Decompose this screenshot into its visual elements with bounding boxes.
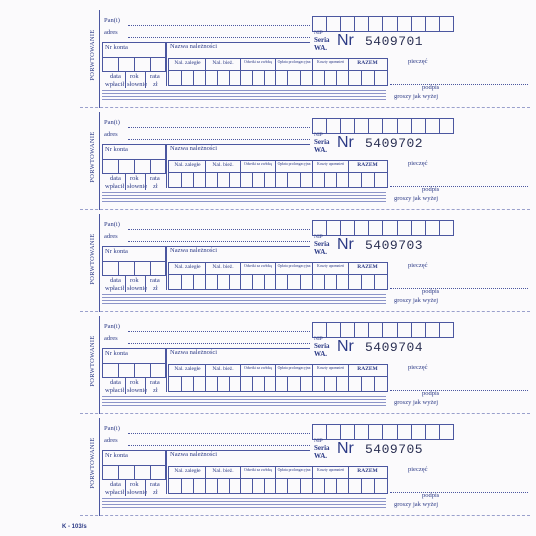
- name-label: Pan(i): [104, 425, 120, 432]
- year-label: rok: [130, 379, 139, 386]
- date-label: data: [110, 277, 121, 284]
- pln-label: zł: [153, 183, 158, 190]
- col-arrears: Nal. zaległe: [174, 468, 201, 474]
- side-band: [88, 214, 100, 312]
- receipt-number: 5409705: [365, 442, 424, 457]
- account-label: Nr konta: [105, 350, 128, 357]
- amount-note: groszy jak wyżej: [394, 297, 439, 304]
- amount-note: groszy jak wyżej: [394, 93, 439, 100]
- receipt-number: 5409703: [365, 238, 424, 253]
- nip-boxes[interactable]: [312, 322, 454, 338]
- pln-label: zł: [153, 285, 158, 292]
- col-prolongation: Opłata prolongacyjna: [277, 162, 311, 166]
- account-label: Nr konta: [105, 248, 128, 255]
- col-current: Nal. bież.: [212, 162, 234, 168]
- paid-label: wpłacił: [105, 285, 125, 292]
- account-label: Nr konta: [105, 44, 128, 51]
- form-code: K - 103/s: [62, 524, 87, 530]
- side-band: [88, 418, 100, 516]
- amount-note: groszy jak wyżej: [394, 195, 439, 202]
- nip-boxes[interactable]: [312, 424, 454, 440]
- name-field[interactable]: [128, 229, 310, 230]
- col-reminder-costs: Koszty upomnień: [317, 366, 344, 370]
- pln-label: zł: [153, 489, 158, 496]
- stamp-label: pieczęć: [408, 364, 428, 371]
- nip-boxes[interactable]: [312, 16, 454, 32]
- signature-label: podpis: [422, 390, 440, 397]
- due-name-label: Nazwa należności: [170, 247, 218, 254]
- name-label: Pan(i): [104, 221, 120, 228]
- nip-label: NIP: [314, 30, 323, 36]
- receipt: [88, 112, 530, 210]
- due-name-label: Nazwa należności: [170, 145, 218, 152]
- signature-label: podpis: [422, 492, 440, 499]
- col-reminder-costs: Koszty upomnień: [317, 264, 344, 268]
- side-label: PORWTOWANIE: [89, 29, 96, 81]
- col-current: Nal. bież.: [212, 264, 234, 270]
- side-band: [88, 112, 100, 210]
- perforation: [80, 311, 530, 312]
- rate-label: rata: [150, 379, 160, 386]
- col-current: Nal. bież.: [212, 60, 234, 66]
- signature-line[interactable]: [390, 492, 528, 493]
- year-label: rok: [130, 481, 139, 488]
- address-field[interactable]: [128, 139, 310, 140]
- col-total: RAZEM: [357, 264, 378, 270]
- signature-line[interactable]: [390, 288, 528, 289]
- perforation: [80, 107, 530, 108]
- receipt: [88, 418, 530, 516]
- nr-label: Nr: [337, 338, 354, 355]
- address-field[interactable]: [128, 37, 310, 38]
- address-label: adres: [104, 437, 118, 444]
- stamp-label: pieczęć: [408, 160, 428, 167]
- account-box[interactable]: [102, 348, 166, 378]
- col-total: RAZEM: [357, 60, 378, 66]
- signature-label: podpis: [422, 186, 440, 193]
- amounts-grid: [168, 466, 388, 494]
- date-label: data: [110, 175, 121, 182]
- signature-line[interactable]: [390, 390, 528, 391]
- col-prolongation: Opłata prolongacyjna: [277, 468, 311, 472]
- paid-label: wpłacił: [105, 489, 125, 496]
- address-field[interactable]: [128, 343, 310, 344]
- rate-label: rata: [150, 73, 160, 80]
- address-field[interactable]: [128, 445, 310, 446]
- col-total: RAZEM: [357, 468, 378, 474]
- rate-label: rata: [150, 175, 160, 182]
- col-interest: Odsetki za zwłokę: [243, 468, 273, 472]
- col-total: RAZEM: [357, 366, 378, 372]
- pln-label: zł: [153, 387, 158, 394]
- col-arrears: Nal. zaległe: [174, 60, 201, 66]
- name-label: Pan(i): [104, 323, 120, 330]
- receipt-number: 5409702: [365, 136, 424, 151]
- perforation: [80, 515, 530, 516]
- col-reminder-costs: Koszty upomnień: [317, 162, 344, 166]
- amounts-grid: [168, 262, 388, 290]
- nip-label: NIP: [314, 438, 323, 444]
- in-words-label: słownie: [127, 285, 148, 292]
- in-words-label: słownie: [127, 387, 148, 394]
- in-words-label: słownie: [127, 489, 148, 496]
- divider: [166, 144, 167, 188]
- col-current: Nal. bież.: [212, 468, 234, 474]
- nr-label: Nr: [337, 236, 354, 253]
- nip-label: NIP: [314, 234, 323, 240]
- paid-label: wpłacił: [105, 183, 125, 190]
- due-name-label: Nazwa należności: [170, 451, 218, 458]
- nip-label: NIP: [314, 336, 323, 342]
- perforation: [80, 413, 530, 414]
- series-label: Seria WA.: [314, 36, 330, 52]
- account-box[interactable]: [102, 246, 166, 276]
- signature-line[interactable]: [390, 84, 528, 85]
- due-name-label: Nazwa należności: [170, 349, 218, 356]
- col-interest: Odsetki za zwłokę: [243, 366, 273, 370]
- side-label: PORWTOWANIE: [89, 131, 96, 183]
- col-interest: Odsetki za zwłokę: [243, 264, 273, 268]
- address-field[interactable]: [128, 241, 310, 242]
- side-label: PORWTOWANIE: [89, 233, 96, 285]
- series-label: Seria WA.: [314, 138, 330, 154]
- date-label: data: [110, 481, 121, 488]
- year-label: rok: [130, 277, 139, 284]
- receipt-number: 5409701: [365, 34, 424, 49]
- amounts-grid: [168, 160, 388, 188]
- nr-label: Nr: [337, 32, 354, 49]
- rate-label: rata: [150, 277, 160, 284]
- account-box[interactable]: [102, 450, 166, 480]
- nip-label: NIP: [314, 132, 323, 138]
- name-field[interactable]: [128, 433, 310, 434]
- account-label: Nr konta: [105, 452, 128, 459]
- col-total: RAZEM: [357, 162, 378, 168]
- nr-label: Nr: [337, 440, 354, 457]
- year-label: rok: [130, 73, 139, 80]
- address-label: adres: [104, 131, 118, 138]
- name-field[interactable]: [128, 127, 310, 128]
- series-label: Seria WA.: [314, 444, 330, 460]
- side-band: [88, 10, 100, 108]
- amounts-grid: [168, 58, 388, 86]
- in-words-label: słownie: [127, 81, 148, 88]
- col-interest: Odsetki za zwłokę: [243, 162, 273, 166]
- in-words-label: słownie: [127, 183, 148, 190]
- address-label: adres: [104, 233, 118, 240]
- paid-label: wpłacił: [105, 81, 125, 88]
- divider: [166, 42, 167, 86]
- amounts-grid: [168, 364, 388, 392]
- name-field[interactable]: [128, 331, 310, 332]
- col-arrears: Nal. zaległe: [174, 366, 201, 372]
- receipt-number: 5409704: [365, 340, 424, 355]
- col-prolongation: Opłata prolongacyjna: [277, 366, 311, 370]
- name-label: Pan(i): [104, 119, 120, 126]
- receipt-sheet: [88, 10, 530, 518]
- account-box[interactable]: [102, 42, 166, 72]
- series-label: Seria WA.: [314, 342, 330, 358]
- col-prolongation: Opłata prolongacyjna: [277, 60, 311, 64]
- name-field[interactable]: [128, 25, 310, 26]
- col-reminder-costs: Koszty upomnień: [317, 468, 344, 472]
- signature-line[interactable]: [390, 186, 528, 187]
- receipt: [88, 10, 530, 108]
- address-label: adres: [104, 335, 118, 342]
- stamp-label: pieczęć: [408, 58, 428, 65]
- nip-boxes[interactable]: [312, 220, 454, 236]
- date-label: data: [110, 73, 121, 80]
- year-label: rok: [130, 175, 139, 182]
- account-box[interactable]: [102, 144, 166, 174]
- stamp-label: pieczęć: [408, 466, 428, 473]
- signature-label: podpis: [422, 84, 440, 91]
- date-label: data: [110, 379, 121, 386]
- perforation: [80, 209, 530, 210]
- divider: [166, 348, 167, 392]
- col-current: Nal. bież.: [212, 366, 234, 372]
- col-arrears: Nal. zaległe: [174, 162, 201, 168]
- stamp-label: pieczęć: [408, 262, 428, 269]
- rate-label: rata: [150, 481, 160, 488]
- address-label: adres: [104, 29, 118, 36]
- side-label: PORWTOWANIE: [89, 437, 96, 489]
- divider: [166, 450, 167, 494]
- side-label: PORWTOWANIE: [89, 335, 96, 387]
- col-prolongation: Opłata prolongacyjna: [277, 264, 311, 268]
- amount-note: groszy jak wyżej: [394, 399, 439, 406]
- divider: [166, 246, 167, 290]
- amount-note: groszy jak wyżej: [394, 501, 439, 508]
- nr-label: Nr: [337, 134, 354, 151]
- col-arrears: Nal. zaległe: [174, 264, 201, 270]
- account-label: Nr konta: [105, 146, 128, 153]
- side-band: [88, 316, 100, 414]
- receipt: [88, 214, 530, 312]
- receipt: [88, 316, 530, 414]
- name-label: Pan(i): [104, 17, 120, 24]
- pln-label: zł: [153, 81, 158, 88]
- col-interest: Odsetki za zwłokę: [243, 60, 273, 64]
- signature-label: podpis: [422, 288, 440, 295]
- series-label: Seria WA.: [314, 240, 330, 256]
- nip-boxes[interactable]: [312, 118, 454, 134]
- paid-label: wpłacił: [105, 387, 125, 394]
- col-reminder-costs: Koszty upomnień: [317, 60, 344, 64]
- due-name-label: Nazwa należności: [170, 43, 218, 50]
